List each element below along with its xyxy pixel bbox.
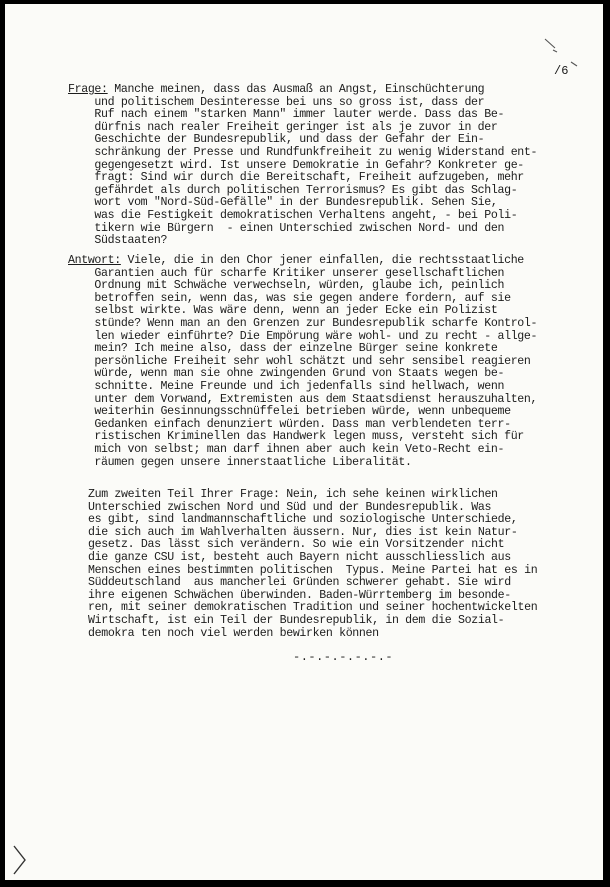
answer-part-two: Zum zweiten Teil Ihrer Frage: Nein, ich sehe keinen wirklichen Unterschied zwischen Nord und Süd und der Bundesrepublik. Was es gibt, sind landmannschaftliche und soziologische Unterschiede, die sich auch im Wahlverhalten äussern. Nur, dies ist kein Natur- gesetz. Das lässt sich verändern. So wie ein Vorsitzender nicht die ganze CSU ist, besteht auch Bayern nicht ausschliesslich aus Menschen eines bestimmten politischen Typus. Meine Partei hat es in Süddeutschland aus mancherlei Gründen schwerer gehabt. Sie wird ihre eigenen Schwächen überwinden. Baden-Würrtemberg im besonde- ren, mit seiner demokratischen Tradition und seiner hochentwickelten Wirtschaft, ist ein Teil der Bundesrepublik, in dem die Sozial- demokra ten noch viel werden bewirken können [88,488,538,640]
answer-label: Antwort: [68,254,121,267]
end-separator: -.-.-.-.-.-.- [293,650,394,664]
page-number: /6 [554,64,569,78]
question-text: und politischem Desinteresse bei uns so gross ist, dass der Ruf nach einem "starken Mann" immer lauter werde. Dass das Be- dürfnis nach realer Freiheit geringer ist als je zuvor in der Geschichte der Bundesrepublik, und dass der Gefahr der Ein- schränkung der Presse und Rundfunkfreiheit zu wenig Widerstand ent- gegengesetzt wird. Ist unsere Demokratie in Gefahr? Konkreter ge- fragt: Sind wir durch die Bereitschaft, Freiheit aufzugeben, mehr gefährdet als durch politischen Terrorismus? Es gibt das Schlag- wort vom "Nord-Süd-Gefälle" in der Bundesrepublik. Sehen Sie, was die Festigkeit demokratischen Verhaltens angeht, - bei Poli- tikern wie Bürgern - einen Unterschied zwischen Nord- und den Südstaaten? [94,95,538,248]
document-page [5,4,603,880]
question-section [68,84,537,248]
answer-text: Garantien auch für scharfe Kritiker unserer gesellschaftlichen Ordnung mit Schwäche verwechseln, würden, glaube ich, peinlich betroffen sein, wenn das, was sie gegen andere fordern, auf sie selbst wirkte. Was wäre denn, wenn an jeder Ecke ein Polizist stünde? Wenn man an den Grenzen zur Bundesrepublik scharfe Kontrol- len wieder einführte? Die Empörung wäre wohl- und zu recht - allge- mein? Ich meine also, dass der einzelne Bürger seine konkrete persönliche Freiheit sehr wohl schätzt und sehr sensibel reagieren würde, wenn man sie ohne zwingenden Grund von Staats wegen be- schnitte. Meine Freunde und ich jedenfalls sind hellwach, wenn unter dem Vorwand, Extremisten aus dem Staatsdienst herauszuhalten, weiterhin Gesinnungsschnüffelei betrieben würde, wenn unbequeme Gedanken einfach denunziert würden. Dass man verblendeten terr- ristischen Kriminellen das Handwerk legen muss, versteht sich für mich von selbst; man darf ihnen aber auch kein Veto-Recht ein- räumen gegen unsere innerstaatliche Liberalität. [94,266,538,469]
answer-section [68,255,537,469]
answer-first-line: Viele, die in den Chor jener einfallen, die rechtsstaatliche [120,254,524,267]
scan-mark-bottom-left [11,842,31,878]
question-label: Frage: [68,83,108,96]
question-first-line: Manche meinen, dass das Ausmaß an Angst, Einschüchterung [107,83,485,96]
scan-mark-top-right [543,36,583,70]
